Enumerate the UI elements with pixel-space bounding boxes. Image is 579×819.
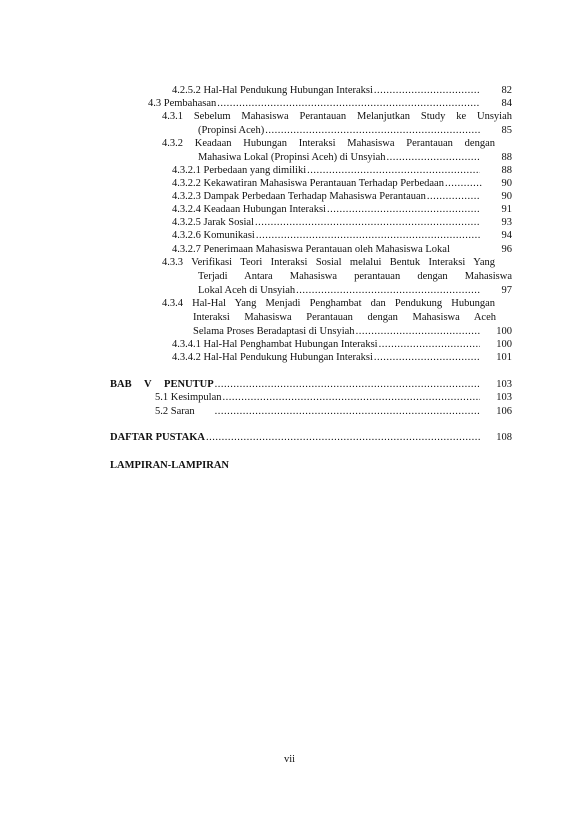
toc-page-number: 85	[501, 125, 512, 136]
toc-entry-label: 4.3.2.5 Jarak Sosial	[172, 217, 254, 228]
toc-dot-leader	[256, 229, 480, 243]
toc-entry-label: 5.1 Kesimpulan	[155, 392, 222, 403]
toc-entry-label: 4.3.2.6 Komunikasi	[172, 230, 255, 241]
toc-entry	[0, 351, 579, 365]
toc-entry	[0, 216, 579, 230]
toc-entry-continuation	[0, 284, 579, 298]
toc-entry	[0, 256, 579, 270]
toc-page-number: 101	[496, 352, 512, 363]
toc-page-number: 84	[501, 98, 512, 109]
toc-entry-continuation	[0, 325, 579, 339]
toc-entry	[0, 177, 579, 191]
toc-dot-leader	[215, 378, 480, 392]
toc-dot-leader	[255, 216, 480, 230]
toc-entry-label: 4.3.3 Verifikasi Teori Interaksi Sosial melalui Bentuk Interaksi Yang	[162, 257, 495, 268]
toc-entry	[0, 405, 579, 419]
toc-entry-label: 4.3.2.1 Perbedaan yang dimiliki	[172, 165, 307, 176]
toc-entry-label: Selama Proses Beradaptasi di Unsyiah	[193, 326, 355, 337]
toc-entry-label: 4.3.2 Keadaan Hubungan Interaksi Mahasiswa Perantauan dengan	[162, 138, 495, 149]
toc-entry	[0, 391, 579, 405]
toc-entry-label: 4.3.4.2 Hal-Hal Pendukung Hubungan Interaksi	[172, 352, 373, 363]
toc-entry	[0, 137, 579, 151]
toc-dot-leader	[445, 177, 482, 191]
toc-entry	[0, 190, 579, 204]
toc-page-number: 91	[501, 204, 512, 215]
toc-entry	[0, 338, 579, 352]
toc-entry-continuation	[0, 311, 579, 325]
page-number: vii	[283, 754, 296, 765]
toc-entry-label: Terjadi Antara Mahasiswa perantauan dengan Mahasiswa	[198, 271, 512, 282]
toc-entry-label: 4.3.2.7 Penerimaan Mahasiswa Perantauan oleh Mahasiswa Lokal	[172, 244, 450, 255]
toc-dot-leader	[379, 338, 480, 352]
toc-chapter-label: DAFTAR PUSTAKA	[110, 432, 205, 443]
toc-entry-label: (Propinsi Aceh)	[198, 125, 265, 136]
toc-dot-leader	[387, 151, 480, 165]
toc-page-number: 93	[501, 217, 512, 228]
toc-entry	[0, 97, 579, 111]
toc-entry	[0, 229, 579, 243]
toc-page-number: 103	[496, 392, 512, 403]
toc-chapter-entry	[0, 431, 579, 445]
toc-entry-label: 4.3.2.2 Kekawatiran Mahasiswa Perantauan Terhadap Perbedaan	[172, 178, 444, 189]
toc-dot-leader	[427, 190, 480, 204]
toc-page-number: 90	[501, 191, 512, 202]
toc-entry-label: 4.3.2.3 Dampak Perbedaan Terhadap Mahasiswa Perantauan	[172, 191, 426, 202]
toc-entry	[0, 243, 579, 257]
toc-page-number: 103	[496, 379, 512, 390]
toc-entry-label: 4.3.2.4 Keadaan Hubungan Interaksi	[172, 204, 326, 215]
toc-dot-leader	[217, 97, 480, 111]
toc-page-number: 90	[501, 178, 512, 189]
toc-page-number: 106	[496, 406, 512, 417]
toc-page-number: 96	[501, 244, 512, 255]
toc-entry-continuation	[0, 270, 579, 284]
toc-entry	[0, 84, 579, 98]
toc-chapter-label: BAB V PENUTUP	[110, 379, 214, 390]
toc-dot-leader	[296, 284, 480, 298]
toc-entry-label: 4.3.1 Sebelum Mahasiswa Perantauan Melanjutkan Study ke Unsyiah	[162, 111, 512, 122]
toc-dot-leader	[374, 84, 480, 98]
toc-entry-label: 4.3 Pembahasan	[148, 98, 217, 109]
toc-dot-leader	[307, 164, 480, 178]
toc-entry-label: 4.2.5.2 Hal-Hal Pendukung Hubungan Interaksi	[172, 85, 373, 96]
toc-entry	[0, 203, 579, 217]
toc-entry-label: 4.3.4 Hal-Hal Yang Menjadi Penghambat dan Pendukung Hubungan	[162, 298, 495, 309]
toc-chapter-label: LAMPIRAN-LAMPIRAN	[110, 460, 229, 471]
toc-entry-label: 4.3.4.1 Hal-Hal Penghambat Hubungan Interaksi	[172, 339, 378, 350]
toc-chapter-entry	[0, 459, 579, 473]
toc-page-number: 82	[501, 85, 512, 96]
toc-chapter-entry	[0, 378, 579, 392]
toc-entry-continuation	[0, 124, 579, 138]
toc-entry-label: Mahasiwa Lokal (Propinsi Aceh) di Unsyiah	[198, 152, 386, 163]
toc-dot-leader	[206, 431, 480, 445]
toc-entry	[0, 297, 579, 311]
toc-entry-label: Lokal Aceh di Unsyiah	[198, 285, 296, 296]
toc-dot-leader	[327, 203, 480, 217]
toc-entry-continuation	[0, 151, 579, 165]
toc-page-number: 100	[496, 339, 512, 350]
toc-page-number: 108	[496, 432, 512, 443]
toc-page-number: 88	[501, 165, 512, 176]
toc-entry-label: Interaksi Mahasiswa Perantauan dengan Mahasiswa Aceh	[193, 312, 496, 323]
toc-dot-leader	[215, 405, 480, 419]
toc-page-number: 97	[501, 285, 512, 296]
toc-dot-leader	[265, 124, 480, 138]
toc-entry	[0, 110, 579, 124]
toc-page-number: 94	[501, 230, 512, 241]
toc-dot-leader	[374, 351, 480, 365]
toc-dot-leader	[223, 391, 481, 405]
toc-page-number: 88	[501, 152, 512, 163]
toc-entry	[0, 164, 579, 178]
toc-page-number: 100	[496, 326, 512, 337]
toc-dot-leader	[356, 325, 480, 339]
toc-entry-label: 5.2 Saran	[155, 406, 195, 417]
